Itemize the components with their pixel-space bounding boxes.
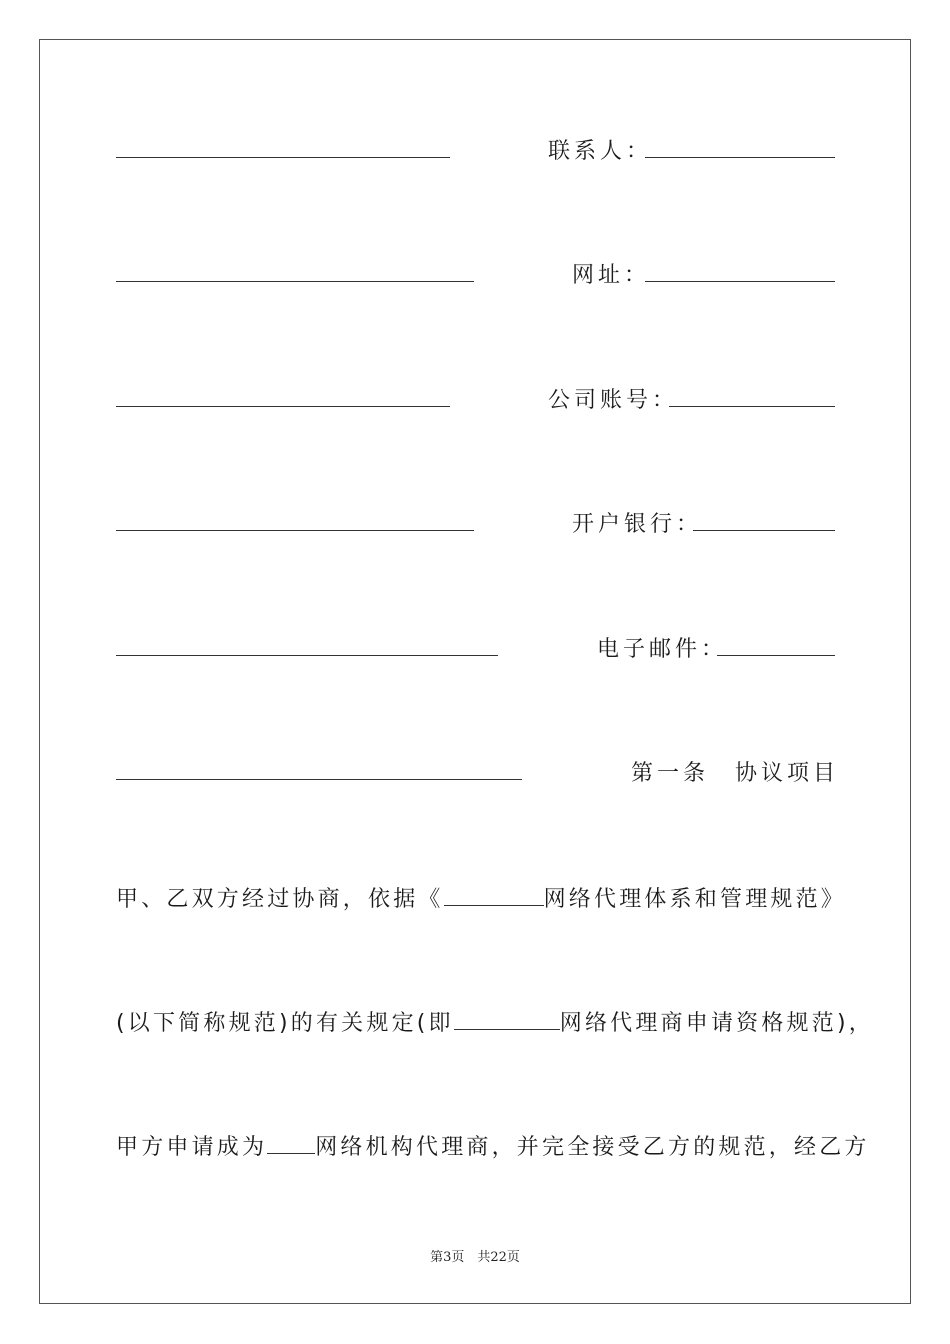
inline-blank <box>444 883 544 906</box>
paragraph-text: 网络代理体系和管理规范》 <box>543 887 847 912</box>
contact-blank-line <box>645 157 835 158</box>
left-blank-line <box>116 779 522 780</box>
page-number-footer: 第3页 共22页 <box>430 1250 520 1265</box>
paragraph-line-2 <box>116 1007 874 1039</box>
company-account-blank-line <box>669 406 835 407</box>
left-blank-line <box>116 406 450 407</box>
left-blank-line <box>116 655 498 656</box>
bank-blank-line <box>693 530 835 531</box>
paragraph-text: 网络机构代理商，并完全接受乙方的规范，经乙方 <box>315 1135 870 1160</box>
left-blank-line <box>116 157 450 158</box>
field-label-email: 电子邮件： <box>597 637 728 662</box>
field-label-bank: 开户银行： <box>572 512 703 537</box>
field-label-contact: 联系人： <box>548 139 653 164</box>
section-heading: 第一条 协议项目 <box>631 761 840 786</box>
paragraph-text: 甲方申请成为 <box>116 1135 268 1160</box>
field-label-company-account: 公司账号： <box>548 388 679 413</box>
paragraph-line-1 <box>116 883 846 915</box>
field-label-website: 网址： <box>572 263 651 288</box>
paragraph-text: 甲、乙双方经过协商，依据《 <box>116 887 444 912</box>
paragraph-text: 网络代理商申请资格规范)， <box>559 1011 874 1036</box>
page-frame <box>39 39 911 1304</box>
paragraph-line-3 <box>116 1131 870 1163</box>
paragraph-text: (以下简称规范)的有关规定(即 <box>116 1011 454 1036</box>
left-blank-line <box>116 530 474 531</box>
inline-blank <box>454 1007 560 1030</box>
website-blank-line <box>645 281 835 282</box>
inline-blank <box>267 1131 315 1154</box>
email-blank-line <box>717 655 835 656</box>
left-blank-line <box>116 281 474 282</box>
